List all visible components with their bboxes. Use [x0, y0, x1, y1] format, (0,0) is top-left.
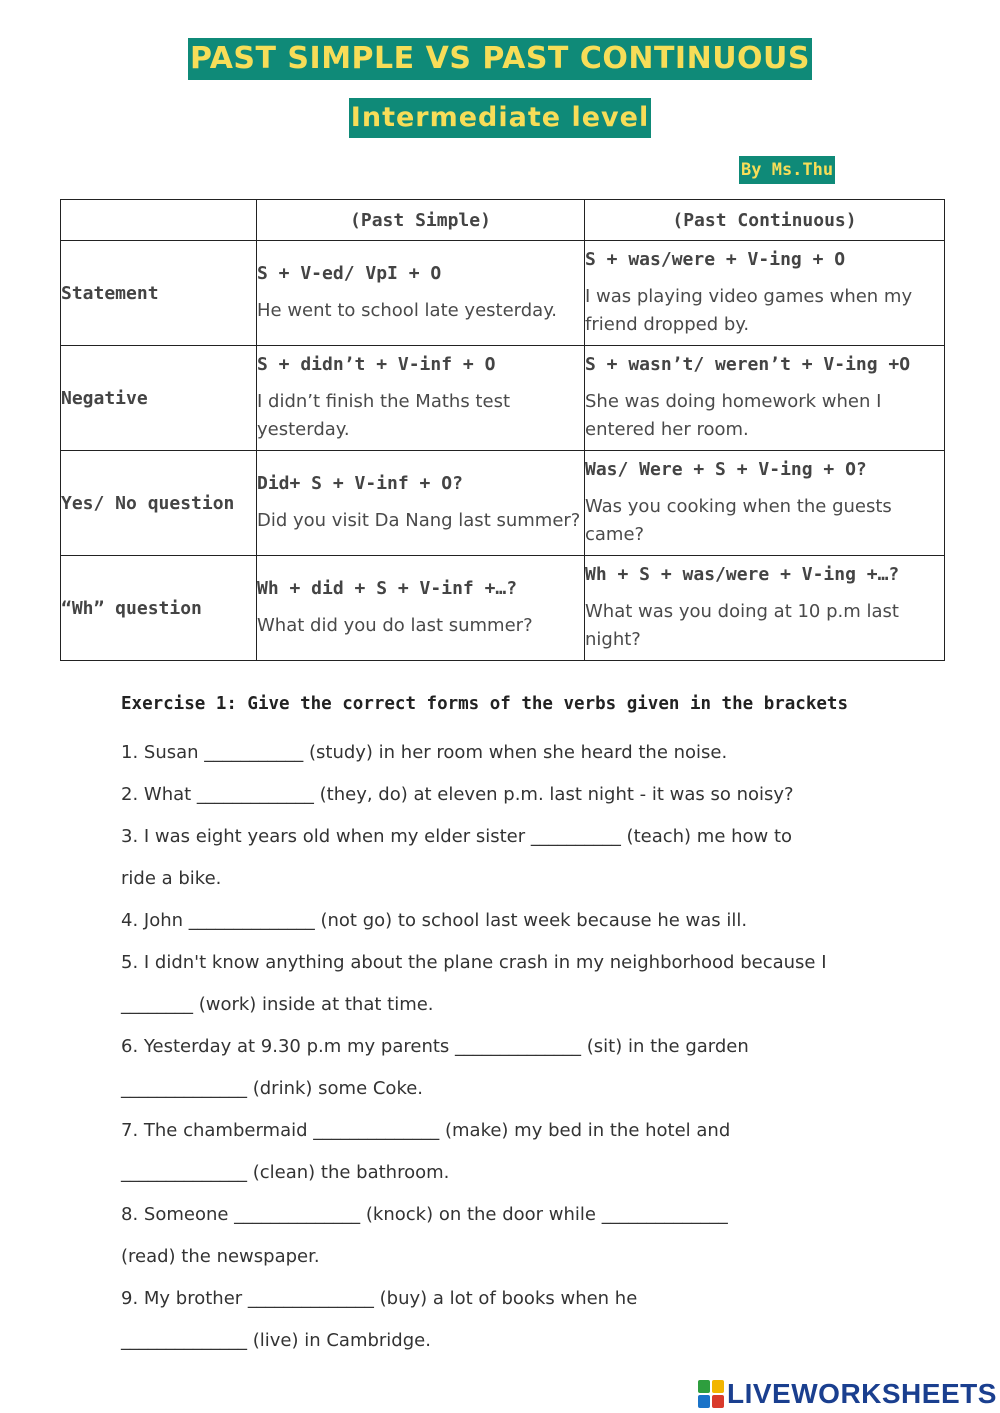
example-sentence: Did you visit Da Nang last summer?: [257, 510, 581, 531]
exercise-line: (read) the newspaper.: [121, 1246, 320, 1267]
exercise-line: ______________ (drink) some Coke.: [121, 1078, 424, 1099]
logo-text: LIVEWORKSHEETS: [727, 1378, 997, 1409]
exercise-line: ______________ (live) in Cambridge.: [121, 1330, 431, 1351]
logo-square-yellow: [712, 1380, 724, 1393]
example-sentence: What did you do last summer?: [257, 615, 533, 636]
worksheet-subtitle-block: [0, 98, 1000, 138]
exercise-line: 7. The chambermaid ______________ (make) my bed in the hotel and: [121, 1120, 731, 1141]
logo-square-blue: [698, 1395, 710, 1408]
table-row-wh-question: [61, 556, 945, 661]
past-simple-cell: [257, 451, 585, 556]
table-row-yes-no-question: [61, 451, 945, 556]
exercise-line: 1. Susan ___________ (study) in her room when she heard the noise.: [121, 742, 728, 763]
example-sentence: I was playing video games when my friend dropped by.: [585, 286, 913, 335]
worksheet-title-block: [0, 38, 1000, 80]
past-continuous-cell: [585, 451, 945, 556]
column-header-past-simple: (Past Simple): [257, 200, 585, 241]
logo-square-red: [712, 1395, 724, 1408]
formula: S + V-ed/ VpI + O: [257, 263, 442, 284]
exercise-line: ride a bike.: [121, 868, 222, 889]
past-continuous-cell: [585, 346, 945, 451]
exercise-line: 2. What _____________ (they, do) at eleven p.m. last night - it was so noisy?: [121, 784, 794, 805]
example-sentence: I didn’t finish the Maths test yesterday.: [257, 391, 511, 440]
past-simple-cell: [257, 346, 585, 451]
formula: Wh + S + was/were + V-ing +…?: [585, 564, 900, 585]
table-header-row: [61, 200, 945, 241]
formula: Did+ S + V-inf + O?: [257, 473, 463, 494]
author-byline-block: [739, 156, 835, 184]
exercise-line: 9. My brother ______________ (buy) a lot of books when he: [121, 1288, 638, 1309]
past-simple-cell: [257, 241, 585, 346]
logo-square-green: [698, 1380, 710, 1393]
formula: S + was/were + V-ing + O: [585, 249, 846, 270]
past-simple-cell: [257, 556, 585, 661]
table-row-statement: [61, 241, 945, 346]
worksheet-title: PAST SIMPLE VS PAST CONTINUOUS: [188, 38, 812, 80]
row-label: “Wh” question: [61, 556, 257, 661]
exercise-line: 6. Yesterday at 9.30 p.m my parents ______________ (sit) in the garden: [121, 1036, 749, 1057]
column-header-empty: [61, 200, 257, 241]
formula: S + didn’t + V-inf + O: [257, 354, 496, 375]
exercise-line: 4. John ______________ (not go) to school last week because he was ill.: [121, 910, 748, 931]
exercise-line: 8. Someone ______________ (knock) on the door while ______________: [121, 1204, 728, 1225]
formula: S + wasn’t/ weren’t + V-ing +O: [585, 354, 911, 375]
author-byline: By Ms.Thu: [739, 156, 835, 184]
formula: Was/ Were + S + V-ing + O?: [585, 459, 867, 480]
example-sentence: What was you doing at 10 p.m last night?: [585, 601, 899, 650]
grammar-table: [60, 199, 945, 661]
past-continuous-cell: [585, 241, 945, 346]
liveworksheets-logo-icon: [698, 1380, 724, 1408]
column-header-past-continuous: (Past Continuous): [585, 200, 945, 241]
example-sentence: She was doing homework when I entered her room.: [585, 391, 882, 440]
worksheet-subtitle: Intermediate level: [349, 98, 651, 138]
table-row-negative: [61, 346, 945, 451]
row-label: Statement: [61, 241, 257, 346]
exercise-section: [121, 690, 881, 1362]
exercise-line: 3. I was eight years old when my elder sister __________ (teach) me how to: [121, 826, 793, 847]
row-label: Yes/ No question: [61, 451, 257, 556]
liveworksheets-logo: [698, 1376, 997, 1412]
past-continuous-cell: [585, 556, 945, 661]
example-sentence: He went to school late yesterday.: [257, 300, 558, 321]
exercise-line: 5. I didn't know anything about the plane crash in my neighborhood because I: [121, 952, 827, 973]
exercise-line: ________ (work) inside at that time.: [121, 994, 434, 1015]
formula: Wh + did + S + V-inf +…?: [257, 578, 518, 599]
example-sentence: Was you cooking when the guests came?: [585, 496, 892, 545]
exercise-heading: Exercise 1: Give the correct forms of the verbs given in the brackets: [121, 694, 848, 714]
row-label: Negative: [61, 346, 257, 451]
exercise-line: ______________ (clean) the bathroom.: [121, 1162, 450, 1183]
